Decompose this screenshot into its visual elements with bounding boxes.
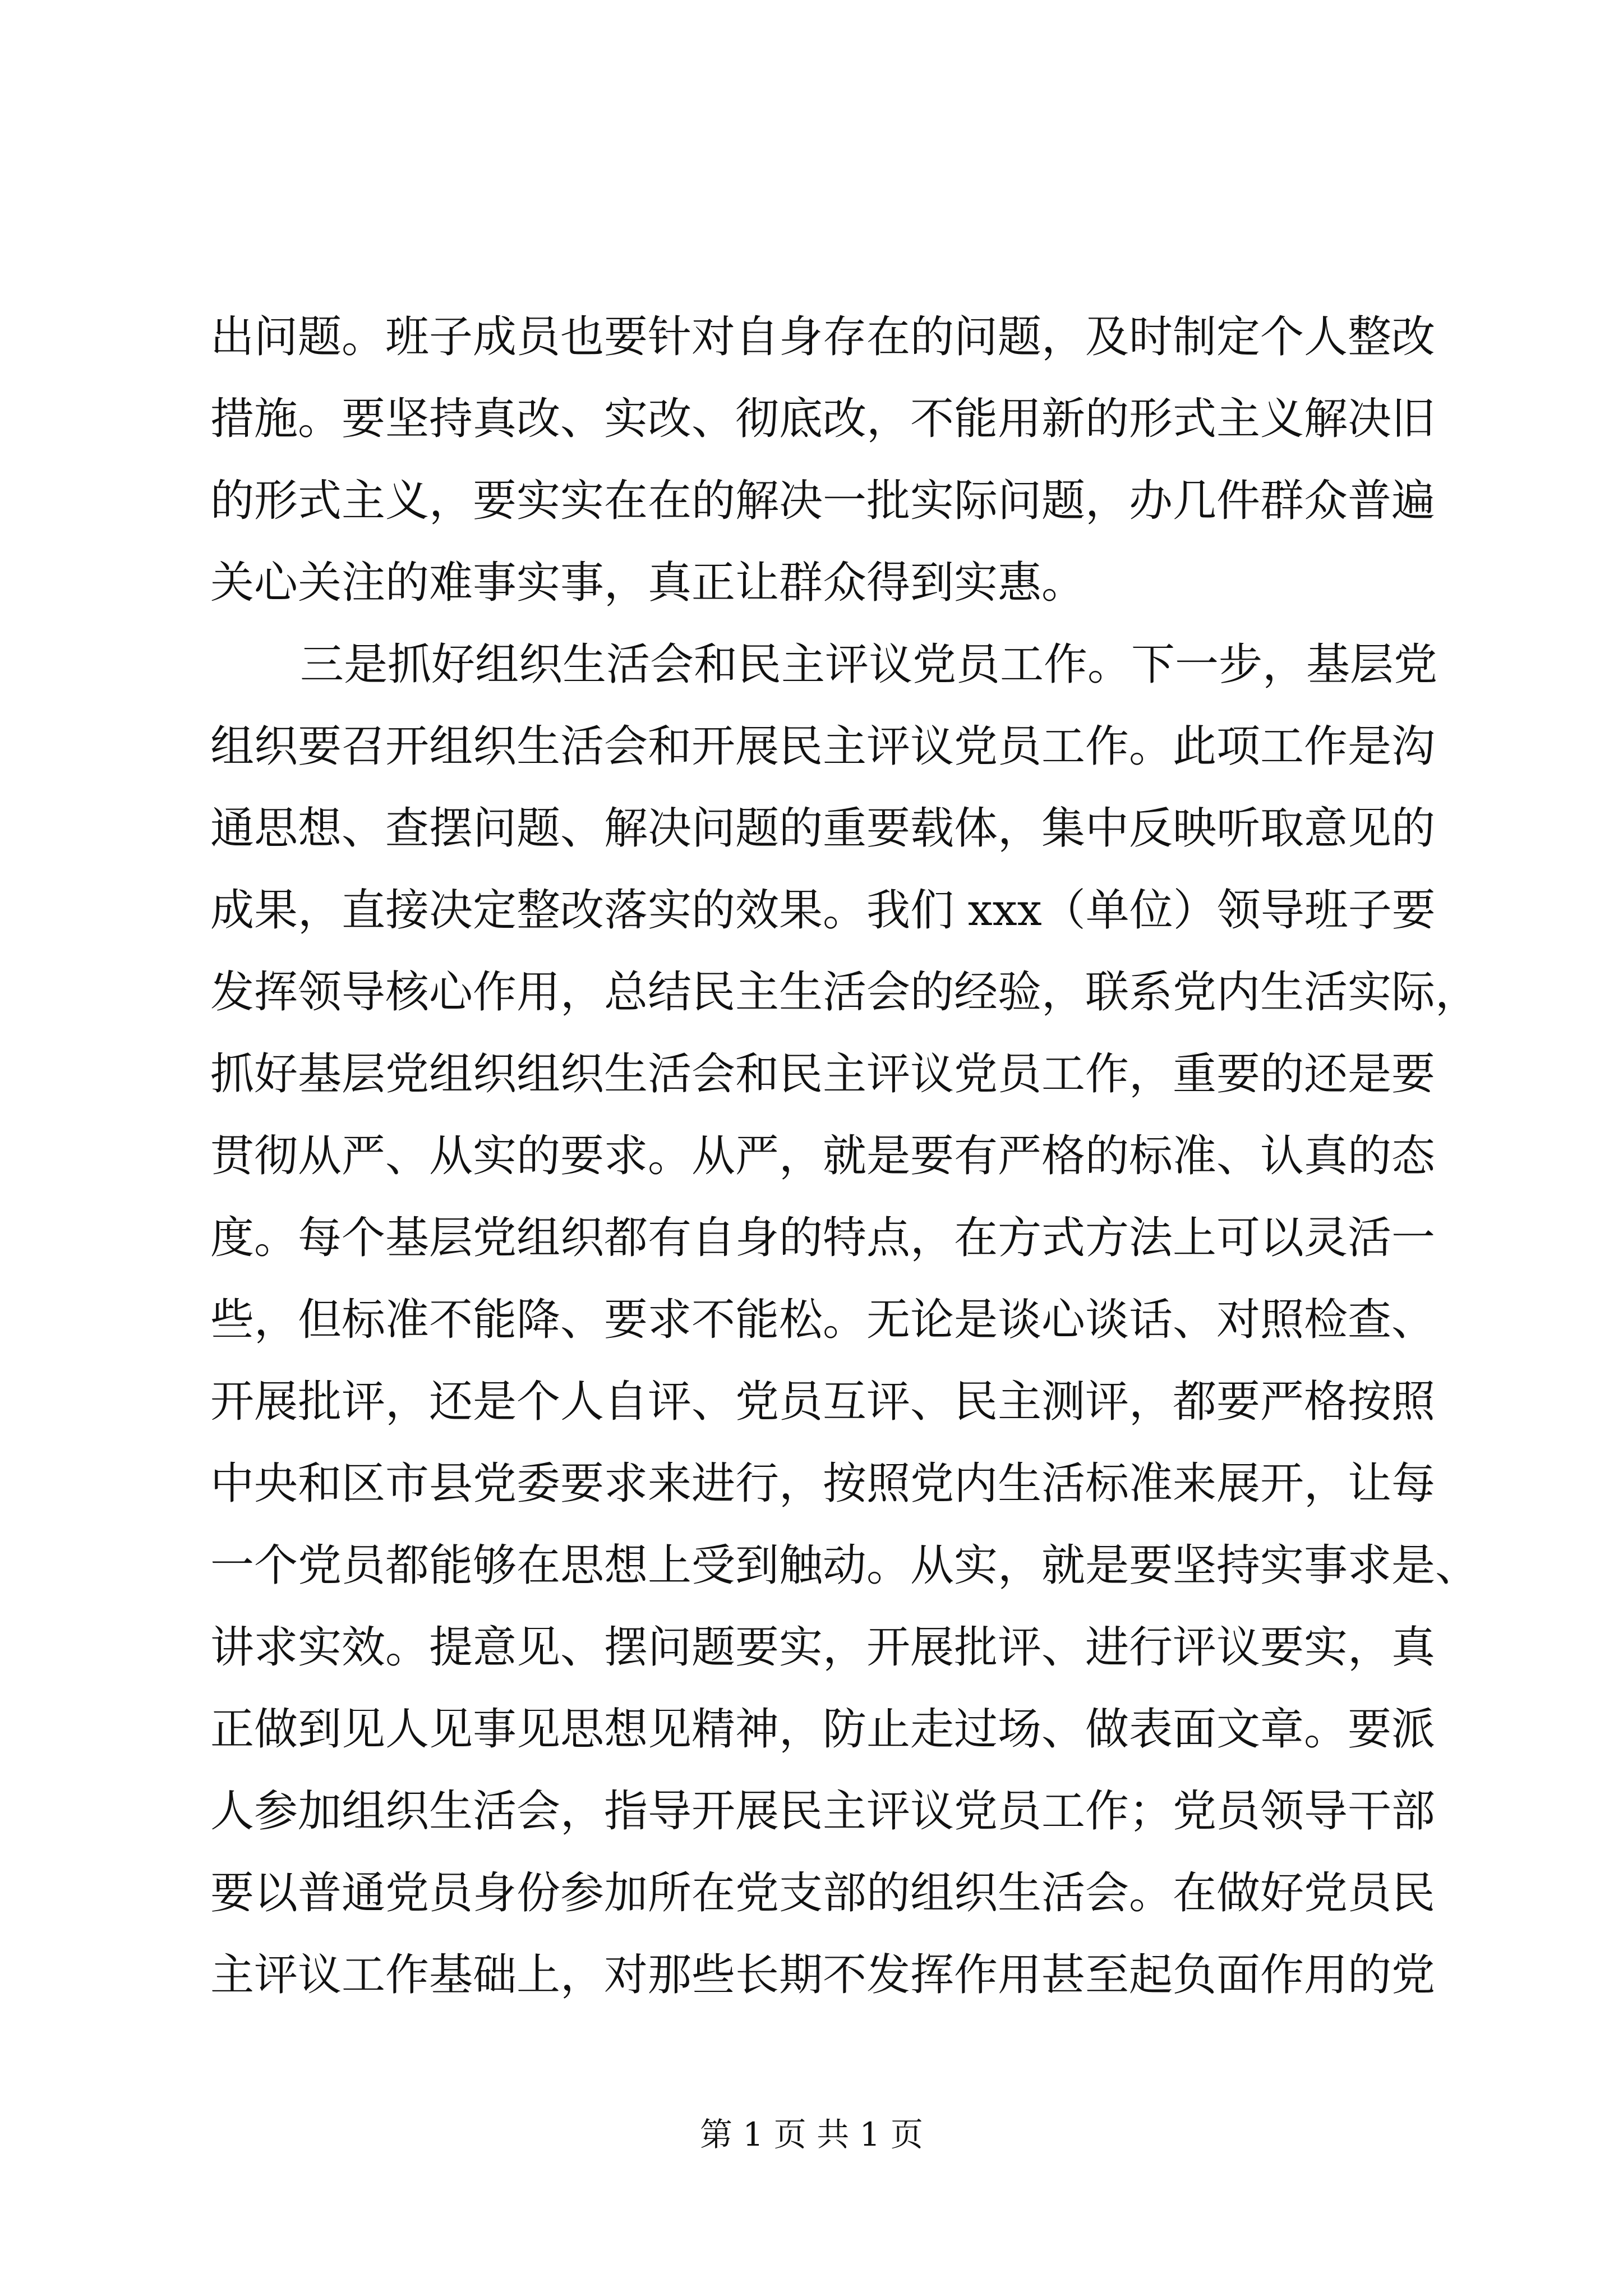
paragraph-line: 开展批评，还是个人自评、党员互评、民主测评，都要严格按照: [210, 1377, 1436, 1427]
page-number-footer: 第 1 页 共 1 页: [700, 2115, 923, 2154]
paragraph-line: 主评议工作基础上，对那些长期不发挥作用甚至起负面作用的党: [210, 1950, 1436, 2000]
paragraph-line: 贯彻从严、从实的要求。从严，就是要有严格的标准、认真的态: [210, 1131, 1436, 1181]
paragraph-line: 关心关注的难事实事，真正让群众得到实惠。: [210, 558, 1086, 608]
paragraph-line: 一个党员都能够在思想上受到触动。从实，就是要坚持实事求是、: [210, 1540, 1479, 1591]
paragraph-line: 抓好基层党组织组织生活会和民主评议党员工作，重要的还是要: [210, 1049, 1436, 1099]
paragraph-line: 的形式主义，要实实在在的解决一批实际问题，办几件群众普遍: [210, 476, 1436, 526]
paragraph-line: 三是抓好组织生活会和民主评议党员工作。下一步，基层党: [300, 639, 1438, 690]
paragraph-line: 成果，直接决定整改落实的效果。我们 xxx（单位）领导班子要: [210, 885, 1436, 936]
paragraph-line: 要以普通党员身份参加所在党支部的组织生活会。在做好党员民: [210, 1868, 1436, 1918]
paragraph-line: 通思想、查摆问题、解决问题的重要载体，集中反映听取意见的: [210, 803, 1436, 854]
paragraph-line: 组织要召开组织生活会和开展民主评议党员工作。此项工作是沟: [210, 721, 1436, 772]
paragraph-line: 讲求实效。提意见、摆问题要实，开展批评、进行评议要实，真: [210, 1622, 1436, 1673]
paragraph-line: 措施。要坚持真改、实改、彻底改，不能用新的形式主义解决旧: [210, 394, 1436, 444]
paragraph-line: 发挥领导核心作用，总结民主生活会的经验，联系党内生活实际，: [210, 967, 1479, 1018]
paragraph-line: 些，但标准不能降、要求不能松。无论是谈心谈话、对照检查、: [210, 1295, 1436, 1345]
paragraph-line: 正做到见人见事见思想见精神，防止走过场、做表面文章。要派: [210, 1704, 1436, 1755]
paragraph-line: 中央和区市县党委要求来进行，按照党内生活标准来展开，让每: [210, 1458, 1436, 1509]
paragraph-line: 人参加组织生活会，指导开展民主评议党员工作；党员领导干部: [210, 1786, 1436, 1837]
paragraph-line: 度。每个基层党组织都有自身的特点，在方式方法上可以灵活一: [210, 1213, 1436, 1263]
paragraph-line: 出问题。班子成员也要针对自身存在的问题，及时制定个人整改: [210, 312, 1436, 362]
